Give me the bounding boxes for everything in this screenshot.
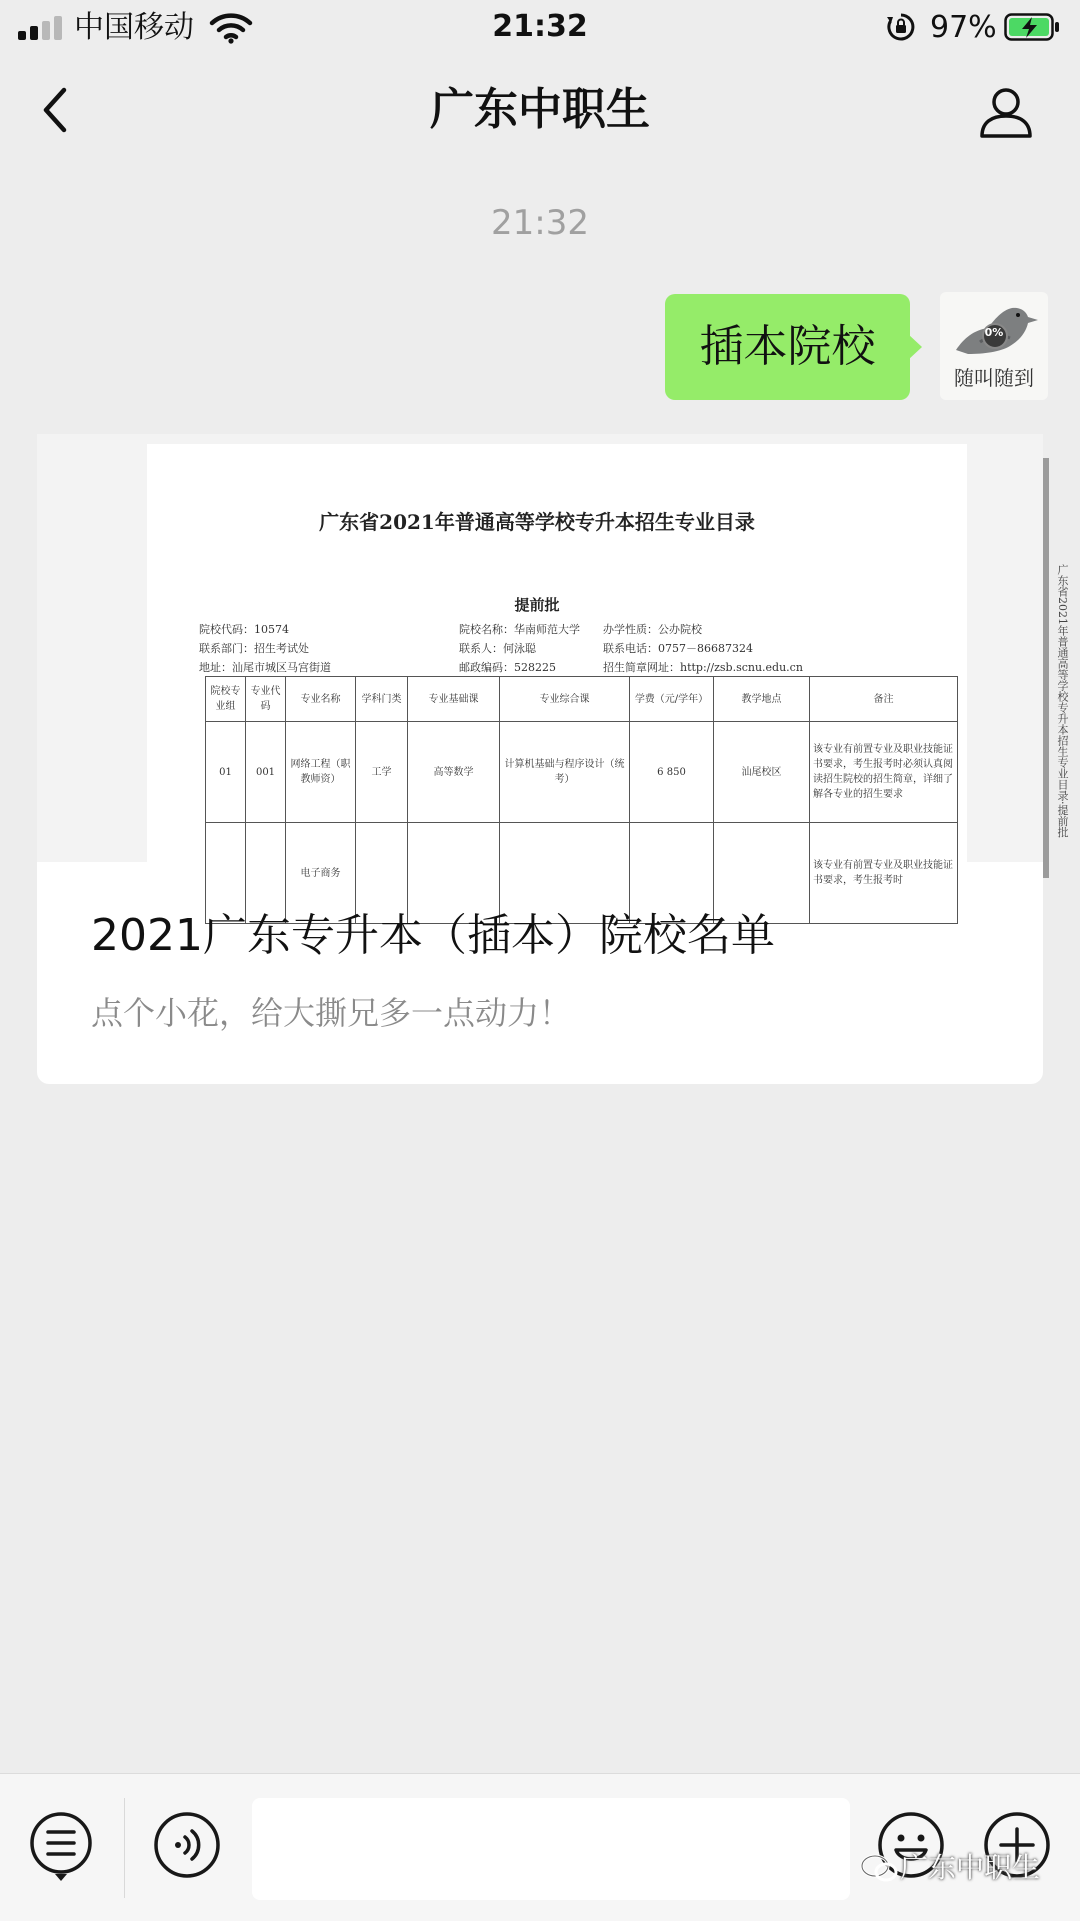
status-bar bbox=[0, 0, 1080, 56]
profile-button[interactable] bbox=[976, 82, 1036, 142]
carrier-name: 中国移动 bbox=[74, 10, 194, 45]
article-card[interactable] bbox=[37, 434, 1069, 1084]
doc-table bbox=[205, 676, 958, 924]
message-timestamp: 21:32 bbox=[491, 203, 589, 243]
doc-info-right: 办学性质：公办院校 联系电话：0757－86687324 招生简章网址：http://zsb.scnu.edu.cn bbox=[603, 623, 803, 674]
doc-page-edge bbox=[1043, 458, 1049, 878]
doc-title: 广东省2021年普通高等学校专升本招生专业目录 bbox=[319, 510, 755, 534]
document-scan bbox=[147, 444, 1069, 886]
doc-batch: 提前批 bbox=[514, 596, 560, 614]
article-title: 2021广东专升本（插本）院校名单 bbox=[91, 910, 775, 961]
message-input[interactable] bbox=[252, 1798, 850, 1900]
battery-charging-icon bbox=[1004, 13, 1060, 41]
wechat-icon bbox=[860, 1854, 898, 1882]
nav-bar bbox=[0, 56, 1080, 166]
bubble-tail bbox=[908, 334, 922, 360]
watermark: 广东中职生 bbox=[900, 1851, 1041, 1884]
divider bbox=[124, 1798, 125, 1898]
doc-table-header: 院校专业组 专业代码 专业名称 学科门类 专业基础课 专业综合课 学费（元/学年） 教学地点 备注 bbox=[206, 677, 958, 722]
voice-button[interactable] bbox=[152, 1810, 222, 1880]
sent-message-bubble[interactable]: 插本院校 bbox=[665, 294, 910, 400]
user-avatar[interactable] bbox=[940, 292, 1048, 400]
doc-info-middle: 院校名称：华南师范大学 联系人：何泳聪 邮政编码：528225 bbox=[459, 623, 580, 674]
doc-table-row: 01 001 网络工程（职教师资） 工学 高等数学 计算机基础与程序设计（统考） 6 850 汕尾校区 该专业有前置专业及职业技能证书要求，考生报考时必须认真阅读招生院校的招生简章，详细了解各专业的招生要求 bbox=[206, 722, 958, 823]
doc-table-row: 电子商务 该专业有前置专业及职业技能证书要求，考生报考时 bbox=[206, 823, 958, 924]
avatar-caption: 随叫随到 bbox=[954, 366, 1034, 390]
input-bar bbox=[0, 1773, 1080, 1921]
menu-list-button[interactable] bbox=[28, 1810, 94, 1882]
doc-info-left: 院校代码：10574 联系部门：招生考试处 地址：汕尾市城区马宫街道 bbox=[199, 623, 331, 674]
chat-title: 广东中职生 bbox=[430, 84, 650, 135]
avatar-badge: 0% bbox=[984, 326, 1004, 339]
article-thumbnail bbox=[37, 434, 1069, 886]
article-subtitle: 点个小花，给大撕兄多一点动力！ bbox=[91, 994, 572, 1032]
status-time: 21:32 bbox=[492, 9, 588, 44]
doc-side-text: 广东省2021年普通高等学校专升本招生专业目录·提前批 bbox=[1056, 564, 1069, 838]
rotation-lock-icon bbox=[886, 12, 916, 42]
battery-percent: 97% bbox=[930, 10, 997, 45]
